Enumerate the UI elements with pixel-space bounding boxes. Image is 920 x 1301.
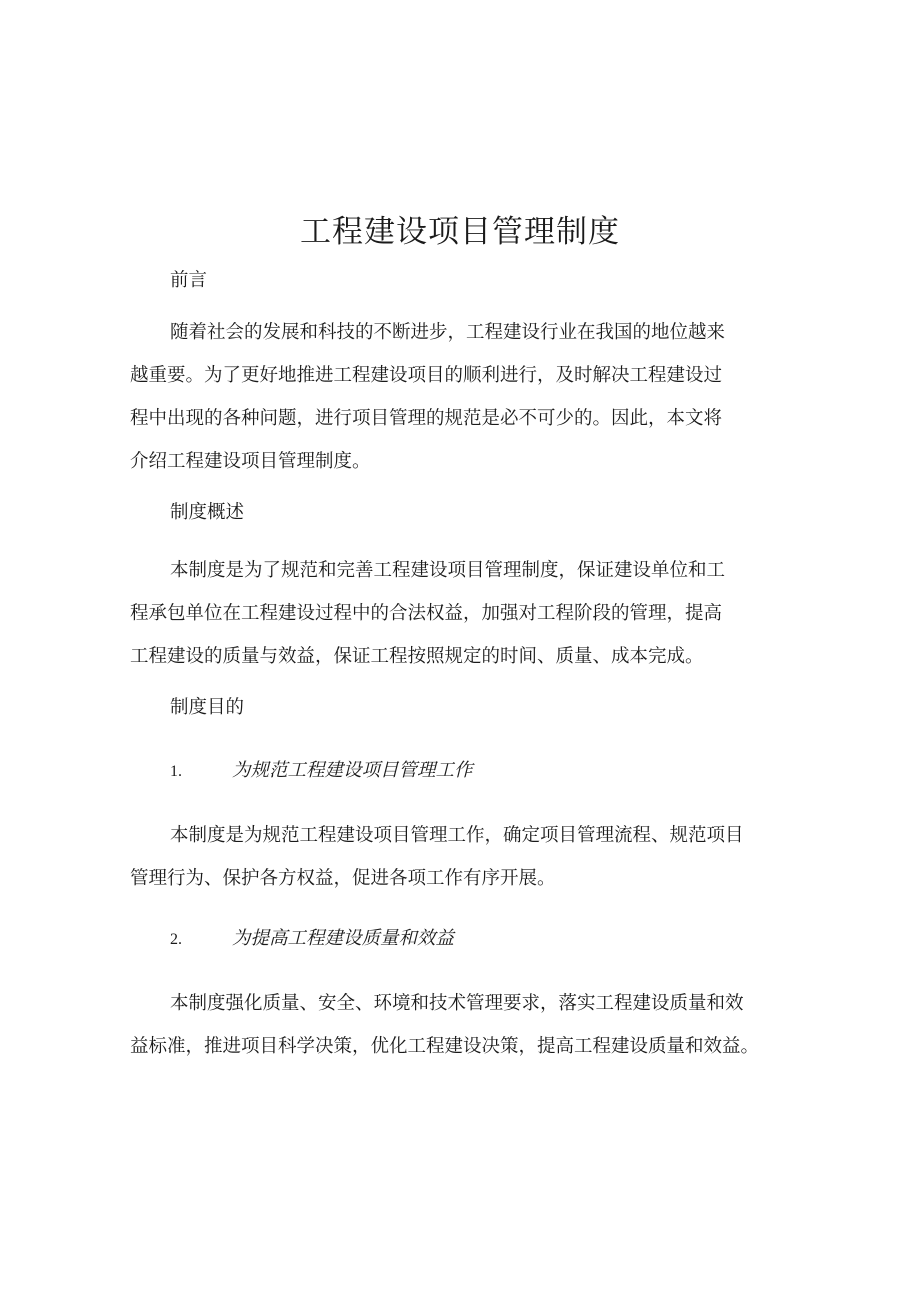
paragraph-line: 介绍工程建设项目管理制度。	[130, 451, 371, 472]
item-1-paragraph	[130, 814, 792, 900]
preface-heading: 前言	[170, 270, 208, 291]
list-number: 2.	[170, 931, 182, 948]
item-2-paragraph	[130, 982, 792, 1068]
list-item-1	[170, 757, 473, 786]
list-item-title: 为规范工程建设项目管理工作	[232, 760, 473, 781]
paragraph-line: 程承包单位在工程建设过程中的合法权益，加强对工程阶段的管理，提高	[130, 603, 723, 624]
paragraph-line: 本制度强化质量、安全、环境和技术管理要求，落实工程建设质量和效	[170, 993, 744, 1014]
paragraph-line: 工程建设的质量与效益，保证工程按照规定的时间、质量、成本完成。	[130, 646, 704, 667]
list-item-2	[170, 925, 454, 954]
paragraph-line: 随着社会的发展和科技的不断进步，工程建设行业在我国的地位越来	[170, 322, 726, 343]
overview-paragraph	[130, 549, 792, 678]
list-item-title: 为提高工程建设质量和效益	[232, 928, 455, 949]
paragraph-line: 益标准，推进项目科学决策，优化工程建设决策，提高工程建设质量和效益。	[130, 1036, 760, 1057]
list-number: 1.	[170, 763, 182, 780]
paragraph-line: 管理行为、保护各方权益，促进各项工作有序开展。	[130, 868, 556, 889]
paragraph-line: 程中出现的各种问题，进行项目管理的规范是必不可少的。因此，本文将	[130, 408, 723, 429]
purpose-heading: 制度目的	[170, 697, 245, 718]
overview-heading: 制度概述	[170, 502, 245, 523]
paragraph-line: 本制度是为规范工程建设项目管理工作，确定项目管理流程、规范项目	[170, 825, 744, 846]
preface-paragraph	[130, 311, 792, 483]
paragraph-line: 本制度是为了规范和完善工程建设项目管理制度，保证建设单位和工	[170, 560, 726, 581]
paragraph-line: 越重要。为了更好地推进工程建设项目的顺利进行，及时解决工程建设过	[130, 365, 723, 386]
document-title: 工程建设项目管理制度	[300, 214, 620, 250]
